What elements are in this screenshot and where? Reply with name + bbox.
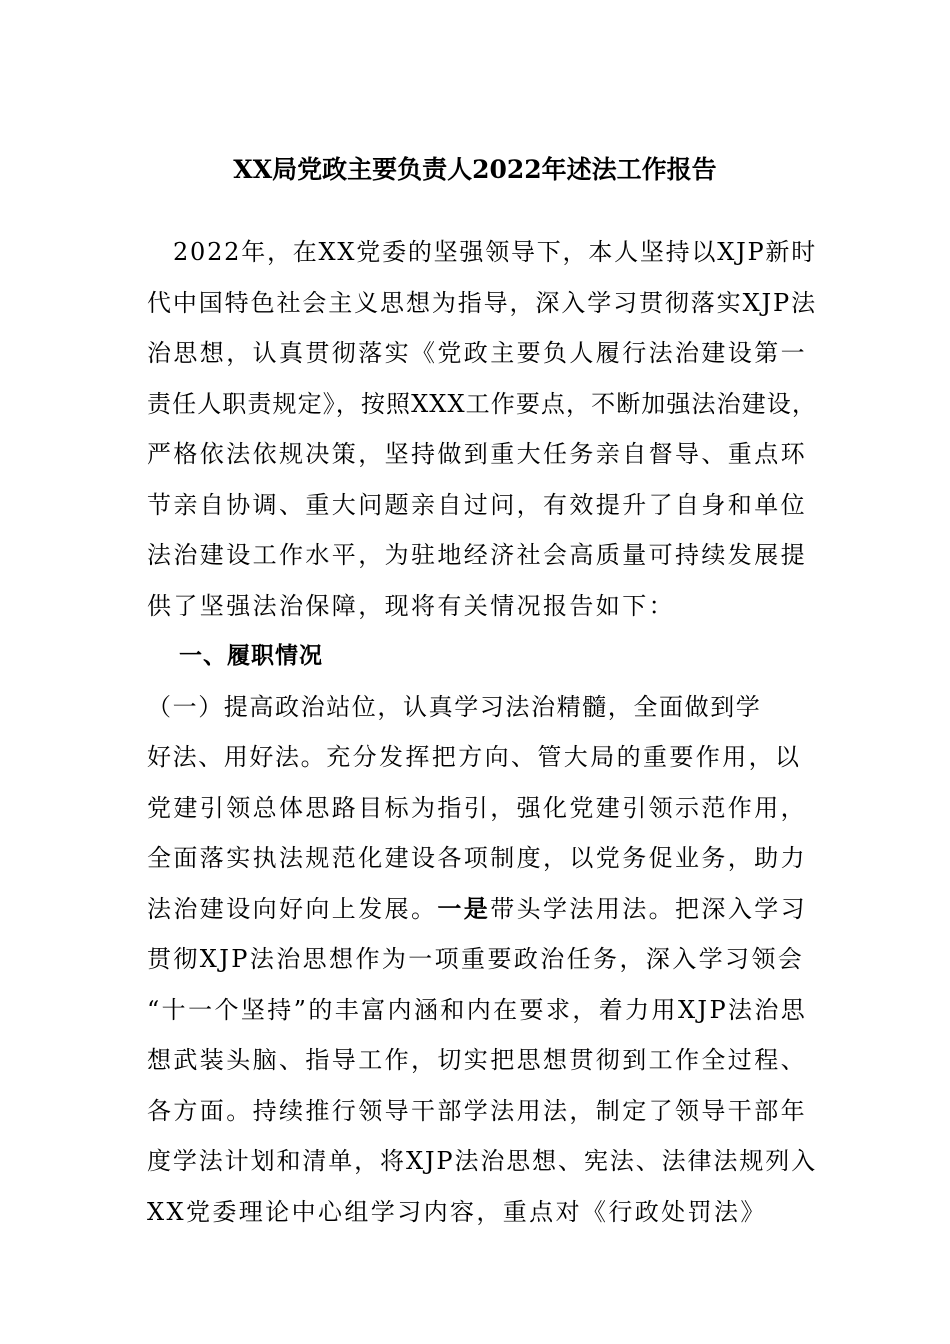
intro-line-4: 责任人职责规定》，按照XXX工作要点，不断加强法治建设， <box>147 389 817 418</box>
subsection-1-line-10: 度学法计划和清单，将XJP法治思想、宪法、法律法规列入 <box>147 1147 817 1175</box>
subsection-1-heading: （一）提高政治站位，认真学习法治精髓，全面做到学 <box>147 692 762 721</box>
subsection-1-line-4: 全面落实执法规范化建设各项制度，以党务促业务，助力 <box>147 844 807 872</box>
point-one-label: 一是 <box>437 894 491 923</box>
subsection-1-line-2 <box>147 732 817 783</box>
subsection-1-line-8: 想武装头脑、指导工作，切实把思想贯彻到工作全过程、 <box>147 1046 807 1074</box>
document-title: XX局党政主要负责人2022年述法工作报告 <box>233 155 717 184</box>
subsection-1-line-2-text: 充分发挥把方向、管大局的重要作用，以 <box>326 743 802 771</box>
subsection-1-line-6: 贯彻XJP法治思想作为一项重要政治任务，深入学习领会 <box>147 945 805 973</box>
intro-line-6: 节亲自协调、重大问题亲自过问，有效提升了自身和单位 <box>147 490 807 519</box>
intro-line-8: 供了坚强法治保障，现将有关情况报告如下： <box>147 591 675 620</box>
subsection-1-line-9: 各方面。持续推行领导干部学法用法，制定了领导干部年 <box>147 1096 807 1125</box>
intro-line-7: 法治建设工作水平，为驻地经济社会高质量可持续发展提 <box>147 541 807 569</box>
intro-paragraph <box>147 227 817 631</box>
subsection-1-line-7: “十一个坚持”的丰富内涵和内在要求，着力用XJP法治思 <box>147 995 808 1024</box>
subsection-1-heading-end: 好法、用好法。 <box>147 743 327 771</box>
subsection-1-line-3: 党建引领总体思路目标为指引，强化党建引领示范作用， <box>147 793 807 822</box>
intro-line-3: 治思想，认真贯彻落实《党政主要负人履行法治建设第一 <box>147 339 807 367</box>
subsection-1-paragraph <box>147 682 817 1238</box>
subsection-1-line-5-post: 带头学法用法。把深入学习 <box>490 894 808 923</box>
document-body <box>147 227 817 1237</box>
subsection-1-line-5-pre: 法治建设向好向上发展。 <box>147 894 438 923</box>
intro-line-2: 代中国特色社会主义思想为指导，深入学习贯彻落实XJP法 <box>147 288 817 317</box>
subsection-1-line-5 <box>147 884 817 935</box>
intro-line-5: 严格依法依规决策，坚持做到重大任务亲自督导、重点环 <box>147 440 807 468</box>
intro-line-1: 2022年，在XX党委的坚强领导下，本人坚持以XJP新时 <box>173 238 817 266</box>
subsection-1-line-11: XX党委理论中心组学习内容，重点对《行政处罚法》 <box>147 1197 767 1226</box>
section-heading-performance: 一、履职情况 <box>179 643 323 669</box>
